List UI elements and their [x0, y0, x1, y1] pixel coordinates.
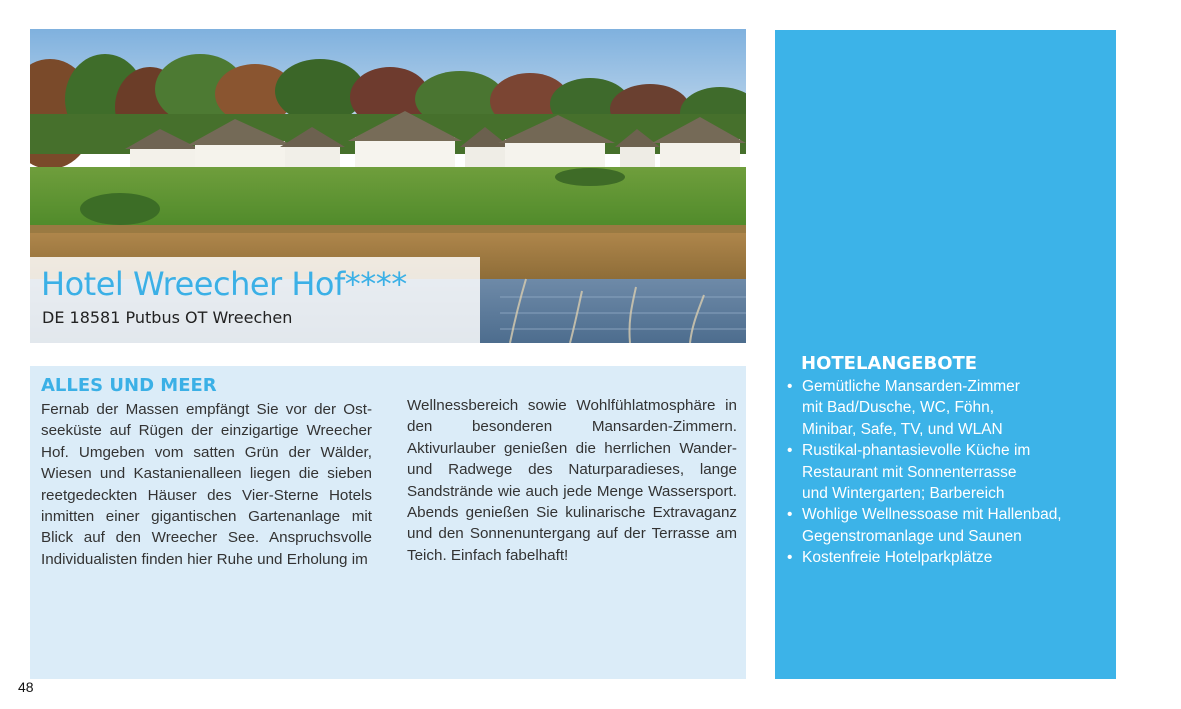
offer-line: Restaurant mit Sonnenterrasse: [802, 463, 1017, 481]
offer-line: Kostenfreie Hotelparkplätze: [802, 549, 993, 567]
hotel-offers-panel: [775, 30, 1116, 679]
hotel-title-box: [30, 257, 480, 343]
bullet-icon: •: [787, 506, 793, 524]
offer-line: und Wintergarten; Barbereich: [802, 485, 1005, 503]
offers-list: [787, 376, 1112, 569]
bullet-icon: •: [787, 378, 793, 395]
offers-heading: HOTELANGEBOTE: [801, 353, 978, 374]
intro-text-column-left: Fernab der Massen empfängt Sie vor der Ostseeküste auf Rügen der einzigartige Wreecher Hof. Umgeben vom satten Grün der Wälder, Wiesen und Kastanienalleen liegen die sieben reetgedeckten Häuser des Vier-Sterne Hotels inmitten einer gigantischen Gartenanlage mit Blick auf den Wreecher See. Anspruchsvolle Individualisten finden hier Ruhe und Erholung im: [41, 401, 372, 568]
offer-item: [787, 504, 1112, 547]
bullet-icon: •: [787, 442, 793, 460]
intro-text-column-right: Wellnessbereich sowie Wohlfühlatmosphäre in den besonderen Mansarden-Zimmern. Aktivurlauber genießen die herrlichen Wander- und Radwege des Naturparadieses, lange Sandstrände wie auch jede Menge Wassersport. Abends genießen Sie kulinarische Extravaganz und den Sonnenuntergang auf der Terrasse am Teich. Einfach fabelhaft!: [407, 397, 737, 564]
offer-line: Rustikal-phantasievolle Küche im: [802, 442, 1031, 460]
intro-section: [30, 366, 746, 679]
page-number: 48: [18, 679, 34, 695]
hero-image: [30, 29, 746, 343]
offer-item: [787, 547, 1112, 568]
hotel-title: Hotel Wreecher Hof****: [41, 265, 407, 303]
offer-item: [787, 440, 1112, 504]
offer-line: Gegenstromanlage und Saunen: [802, 527, 1022, 545]
offer-line: Gemütliche Mansarden-Zimmer: [802, 378, 1020, 395]
offer-line: mit Bad/Dusche, WC, Föhn,: [802, 399, 995, 417]
hotel-address: DE 18581 Putbus OT Wreechen: [42, 308, 293, 327]
bullet-icon: •: [787, 549, 793, 567]
offer-item: [787, 376, 1112, 440]
offer-line: Minibar, Safe, TV, und WLAN: [802, 420, 1003, 438]
offer-line: Wohlige Wellnessoase mit Hallenbad,: [802, 506, 1062, 524]
intro-heading: ALLES UND MEER: [41, 375, 217, 396]
